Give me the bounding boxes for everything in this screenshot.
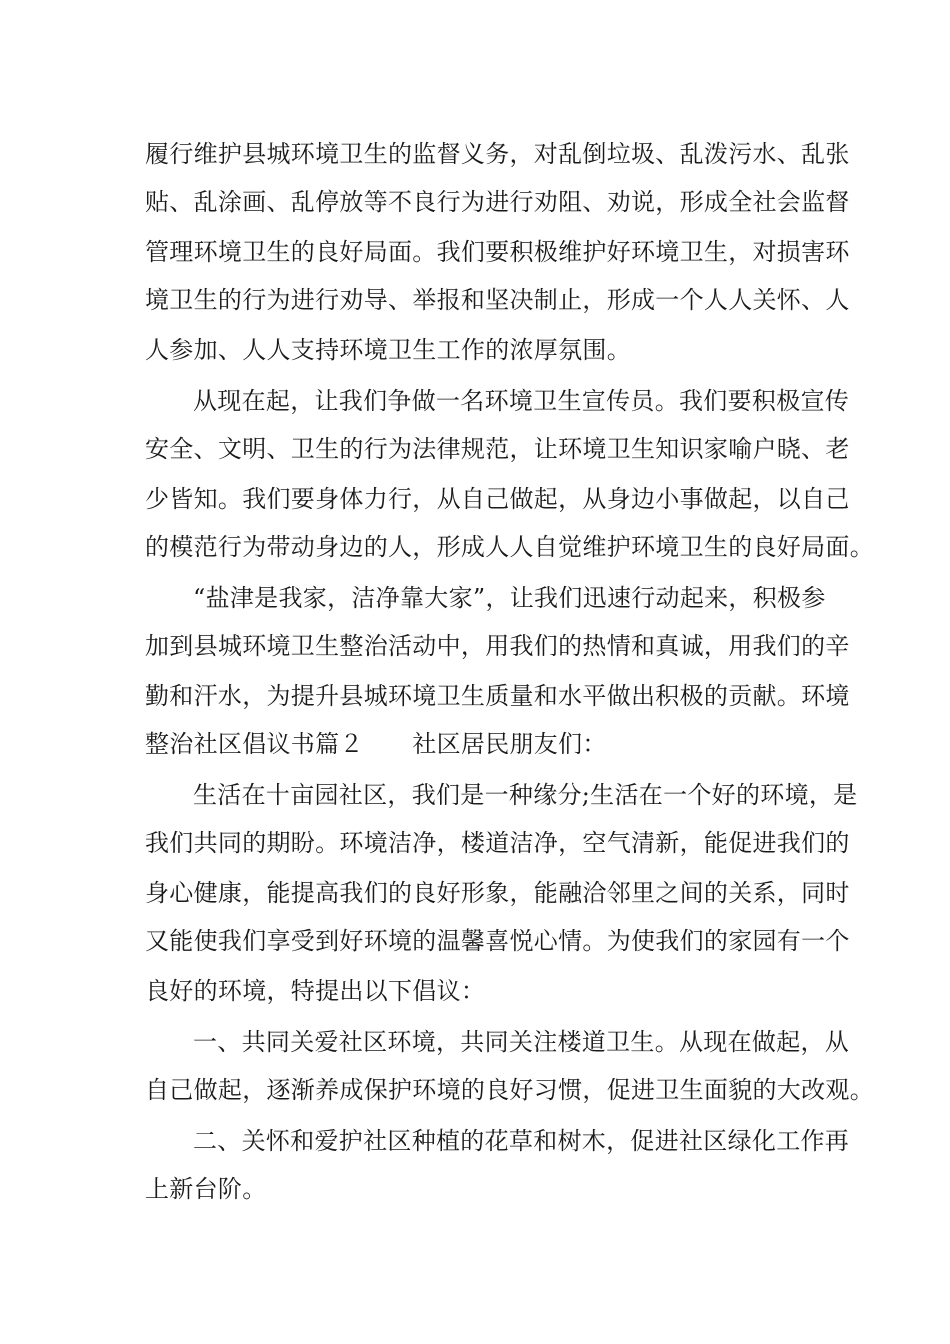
paragraph-first-line: 二、关怀和爱护社区种植的花草和树木，促进社区绿化工作再 — [193, 1127, 850, 1155]
text-line: 又能使我们享受到好环境的温馨喜悦心情。为使我们的家园有一个 — [145, 927, 850, 955]
text-line: 勤和汗水，为提升县城环境卫生质量和水平做出积极的贡献。环境 — [145, 682, 850, 710]
text-line: 自己做起，逐渐养成保护环境的良好习惯，促进卫生面貌的大改观。 — [145, 1076, 874, 1104]
text-line: 贴、乱涂画、乱停放等不良行为进行劝阻、劝说，形成全社会监督 — [145, 188, 850, 216]
text-line: 安全、文明、卫生的行为法律规范，让环境卫生知识家喻户晓、老 — [145, 435, 850, 463]
text-line: 我们共同的期盼。环境洁净，楼道洁净，空气清新，能促进我们的 — [145, 829, 850, 857]
paragraph-first-line: 生活在十亩园社区，我们是一种缘分;生活在一个好的环境，是 — [193, 781, 858, 809]
text-line: 管理环境卫生的良好局面。我们要积极维护好环境卫生，对损害环 — [145, 238, 850, 266]
text-line: 境卫生的行为进行劝导、举报和坚决制止，形成一个人人关怀、人 — [145, 286, 850, 314]
paragraph-first-line: 从现在起，让我们争做一名环境卫生宣传员。我们要积极宣传 — [193, 387, 850, 415]
text-line: 身心健康，能提高我们的良好形象，能融洽邻里之间的关系，同时 — [145, 879, 850, 907]
text-line: 少皆知。我们要身体力行，从自己做起，从身边小事做起，以自己 — [145, 485, 850, 513]
paragraph-first-line: 一、共同关爱社区环境，共同关注楼道卫生。从现在做起，从 — [193, 1028, 850, 1056]
paragraph-first-line: “盐津是我家，洁净靠大家”，让我们迅速行动起来，积极参 — [193, 584, 826, 612]
text-line: 整治社区倡议书篇２ 社区居民朋友们： — [145, 730, 607, 758]
text-line: 良好的环境，特提出以下倡议： — [145, 977, 486, 1005]
text-line: 履行维护县城环境卫生的监督义务，对乱倒垃圾、乱泼污水、乱张 — [145, 140, 850, 168]
text-line: 上新台阶。 — [145, 1175, 267, 1203]
text-line: 的模范行为带动身边的人，形成人人自觉维护环境卫生的良好局面。 — [145, 533, 874, 561]
text-line: 人参加、人人支持环境卫生工作的浓厚氛围。 — [145, 336, 631, 364]
text-line: 加到县城环境卫生整治活动中，用我们的热情和真诚，用我们的辛 — [145, 632, 850, 660]
